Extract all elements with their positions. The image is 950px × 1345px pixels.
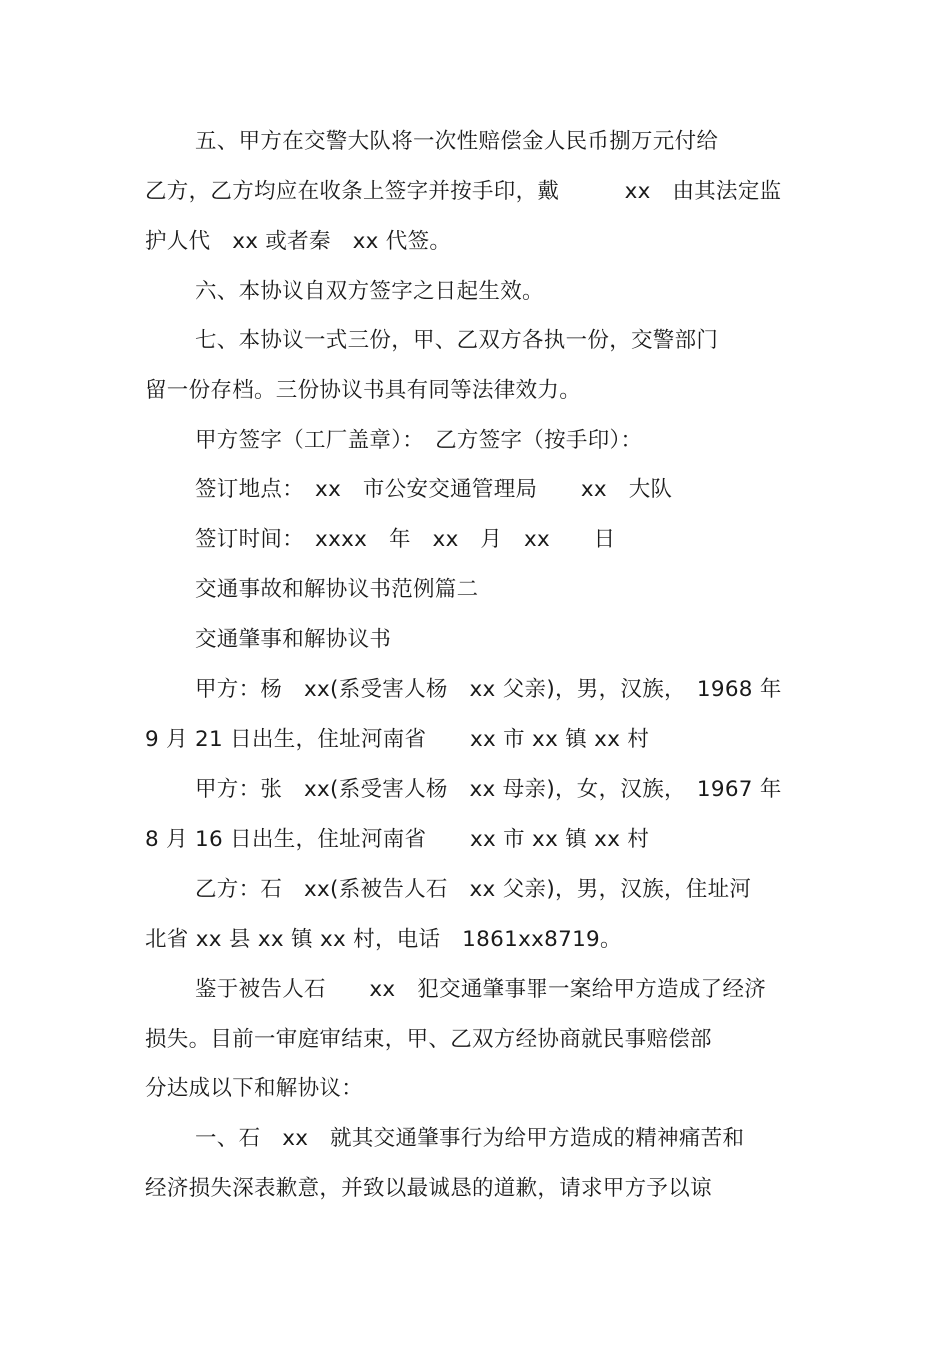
party-b-line-1: 乙方：石 xx(系被告人石 xx 父亲)，男，汉族，住址河: [195, 877, 752, 902]
preamble-line-2: 损失。目前一审庭审结束，甲、乙双方经协商就民事赔偿部: [145, 1027, 712, 1052]
clause-1-line-1: 一、石 xx 就其交通肇事行为给甲方造成的精神痛苦和: [195, 1126, 745, 1151]
signing-place: 签订地点： xx 市公安交通管理局 xx 大队: [195, 477, 673, 502]
clause-5-line-1: 五、甲方在交警大队将一次性赔偿金人民币捌万元付给: [195, 129, 719, 154]
party-a2-line-2: 8 月 16 日出生，住址河南省 xx 市 xx 镇 xx 村: [145, 827, 650, 852]
signing-date: 签订时间： xxxx 年 xx 月 xx 日: [195, 527, 616, 552]
party-a1-line-1: 甲方：杨 xx(系受害人杨 xx 父亲)，男，汉族， 1968 年: [195, 677, 782, 702]
party-a2-line-1: 甲方：张 xx(系受害人杨 xx 母亲)，女，汉族， 1967 年: [195, 777, 782, 802]
clause-1-line-2: 经济损失深表歉意，并致以最诚恳的道歉，请求甲方予以谅: [145, 1176, 712, 1201]
section-heading: 交通事故和解协议书范例篇二: [195, 577, 479, 602]
preamble-line-3: 分达成以下和解协议：: [145, 1076, 364, 1101]
signature-line: 甲方签字（工厂盖章）： 乙方签字（按手印）：: [195, 428, 643, 453]
clause-6: 六、本协议自双方签字之日起生效。: [195, 279, 544, 304]
clause-5-line-3: 护人代 xx 或者秦 xx 代签。: [145, 229, 452, 254]
party-a1-line-2: 9 月 21 日出生，住址河南省 xx 市 xx 镇 xx 村: [145, 727, 650, 752]
clause-7-line-1: 七、本协议一式三份，甲、乙双方各执一份，交警部门: [195, 328, 719, 353]
clause-5-line-2: 乙方，乙方均应在收条上签字并按手印，戴 xx 由其法定监: [145, 179, 782, 204]
party-b-line-2: 北省 xx 县 xx 镇 xx 村，电话 1861xx8719。: [145, 927, 622, 952]
document-title: 交通肇事和解协议书: [195, 627, 392, 652]
preamble-line-1: 鉴于被告人石 xx 犯交通肇事罪一案给甲方造成了经济: [195, 977, 767, 1002]
clause-7-line-2: 留一份存档。三份协议书具有同等法律效力。: [145, 378, 582, 403]
